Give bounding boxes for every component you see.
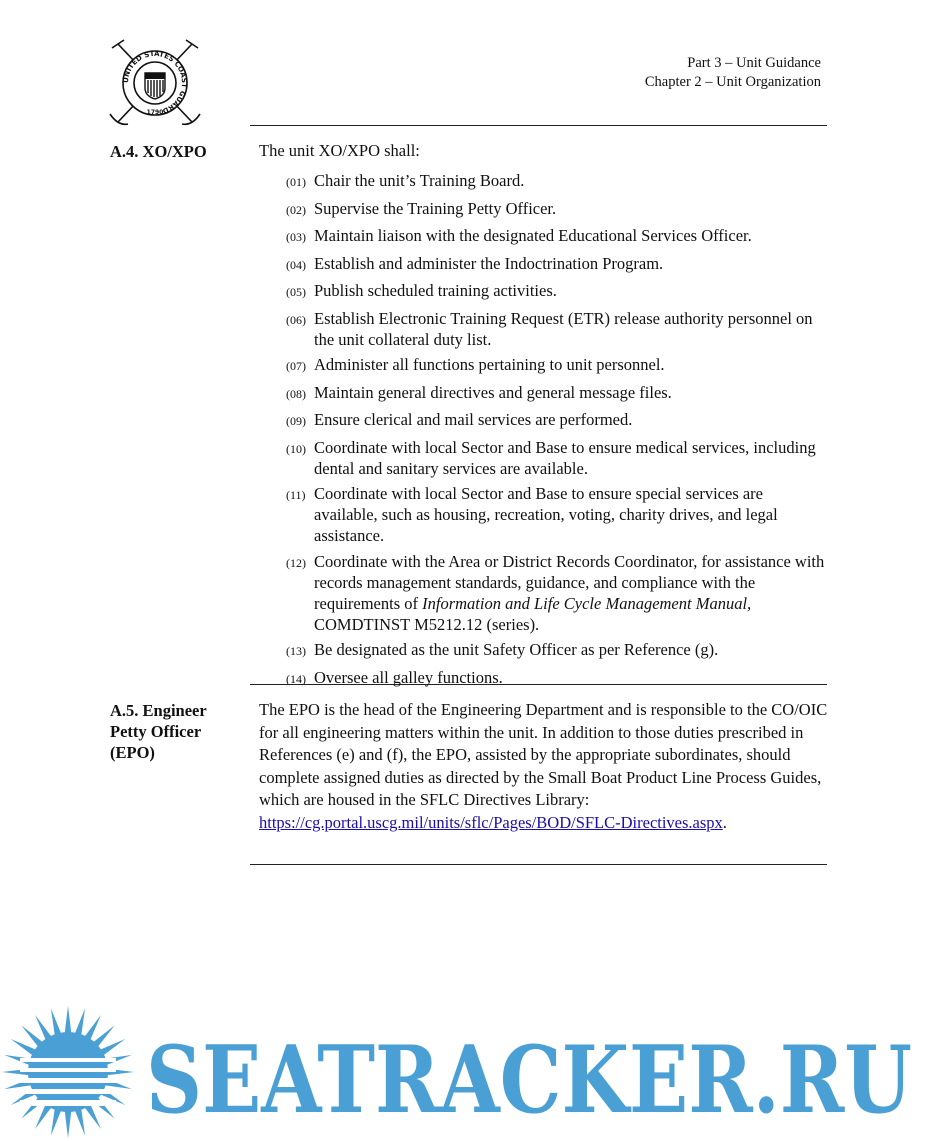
list-item xyxy=(286,667,826,690)
page-header xyxy=(645,54,821,92)
item-text: Chair the unit’s Training Board. xyxy=(314,171,525,190)
section-title-a4: A.4. XO/XPO xyxy=(110,142,207,161)
list-item xyxy=(286,437,826,479)
item-text: Establish and administer the Indoctrination Program. xyxy=(314,253,664,273)
item-number: (10) xyxy=(286,441,306,456)
paragraph-end: . xyxy=(722,812,727,832)
item-text-part: Coordinate with the Area or District Records Coordinator, for assistance with records management standards, guidance, and compliance with the requirements of xyxy=(314,551,825,613)
item-text: Publish scheduled training activities. xyxy=(314,281,557,300)
sflc-directives-link[interactable]: https://cg.portal.uscg.mil/units/sflc/Pages/BOD/SFLC-Directives.aspx xyxy=(259,812,723,832)
item-number: (13) xyxy=(286,644,306,658)
item-text: Maintain general directives and general message files. xyxy=(314,382,672,402)
manual-title: Information and Life Cycle Management Manual, xyxy=(422,593,752,613)
sun-ray xyxy=(65,1006,72,1034)
item-number: (12) xyxy=(286,555,306,570)
seatracker-watermark xyxy=(0,1000,925,1141)
watermark-text: SEATRACKER.RU xyxy=(146,1025,912,1134)
section-a5-paragraph xyxy=(259,699,829,834)
item-text: Be designated as the unit Safety Officer as per Reference (g). xyxy=(314,640,719,659)
section-title-line: (EPO) xyxy=(110,743,155,762)
item-text xyxy=(314,551,826,635)
list-item xyxy=(286,170,826,193)
sun-icon xyxy=(2,1006,134,1138)
section-title-a5 xyxy=(110,700,207,763)
item-number: (09) xyxy=(286,414,306,428)
list-item xyxy=(286,253,826,276)
item-text: Ensure clerical and mail services are performed. xyxy=(314,410,633,429)
sun-ray xyxy=(65,1110,72,1138)
section-title-line: A.5. Engineer xyxy=(110,701,207,720)
header-part: Part 3 – Unit Guidance xyxy=(687,55,821,71)
item-text: Establish Electronic Training Request (ETR) release authority personnel on the unit collateral duty list. xyxy=(314,308,813,349)
section-divider-top xyxy=(250,125,827,126)
item-number: (14) xyxy=(286,671,306,686)
item-number: (01) xyxy=(286,175,306,189)
seal-year: 1790 xyxy=(146,109,164,116)
seal-outer-text: UNITED STATES COAST GUARD xyxy=(121,49,189,115)
sun-ray xyxy=(74,1108,85,1136)
item-text-part: COMDTINST M5212.12 (series). xyxy=(314,614,540,634)
sun-ray xyxy=(51,1008,62,1036)
list-item xyxy=(286,354,826,377)
item-number: (02) xyxy=(286,202,306,217)
item-number: (07) xyxy=(286,359,306,373)
list-item xyxy=(286,409,826,432)
paragraph-text: The EPO is the head of the Engineering Department and is responsible to the CO/OIC for all engineering matters within the unit. In addition to those duties prescribed in References (e) and (f), the EPO, assisted by the appropriate subordinates, should complete assigned duties as directed by the Small Boat Product Line Process Guides, which are housed in the SFLC Directives Library: xyxy=(259,700,828,809)
item-text: Administer all functions pertaining to unit personnel. xyxy=(314,355,665,374)
list-item xyxy=(286,639,826,662)
item-text: Maintain liaison with the designated Educational Services Officer. xyxy=(314,226,752,245)
list-item xyxy=(286,225,826,248)
duty-list xyxy=(286,170,826,694)
item-text: Coordinate with local Sector and Base to ensure special services are available, such as housing, recreation, voting, charity drives, and legal assistance. xyxy=(314,484,778,545)
item-text: Coordinate with local Sector and Base to ensure medical services, including dental and sanitary services are available. xyxy=(314,437,816,478)
item-number: (03) xyxy=(286,230,306,244)
coast-guard-seal-logo xyxy=(108,38,202,126)
list-item xyxy=(286,483,826,546)
list-item xyxy=(286,280,826,303)
section-divider-bottom xyxy=(250,864,827,865)
list-item xyxy=(286,382,826,405)
section-divider-middle xyxy=(250,684,827,685)
item-number: (11) xyxy=(286,488,306,502)
sun-ray xyxy=(51,1108,62,1136)
item-number: (08) xyxy=(286,386,306,401)
item-number: (06) xyxy=(286,312,306,327)
list-item xyxy=(286,308,826,350)
section-title-line: Petty Officer xyxy=(110,722,202,741)
header-chapter: Chapter 2 – Unit Organization xyxy=(644,74,821,90)
item-number: (05) xyxy=(286,285,306,299)
list-item xyxy=(286,198,826,221)
sun-ray xyxy=(74,1008,85,1036)
item-number: (04) xyxy=(286,257,306,272)
item-text: Oversee all galley functions. xyxy=(314,667,503,687)
list-item xyxy=(286,551,826,635)
section-a4-intro: The unit XO/XPO shall: xyxy=(259,141,420,160)
item-text: Supervise the Training Petty Officer. xyxy=(314,198,557,218)
